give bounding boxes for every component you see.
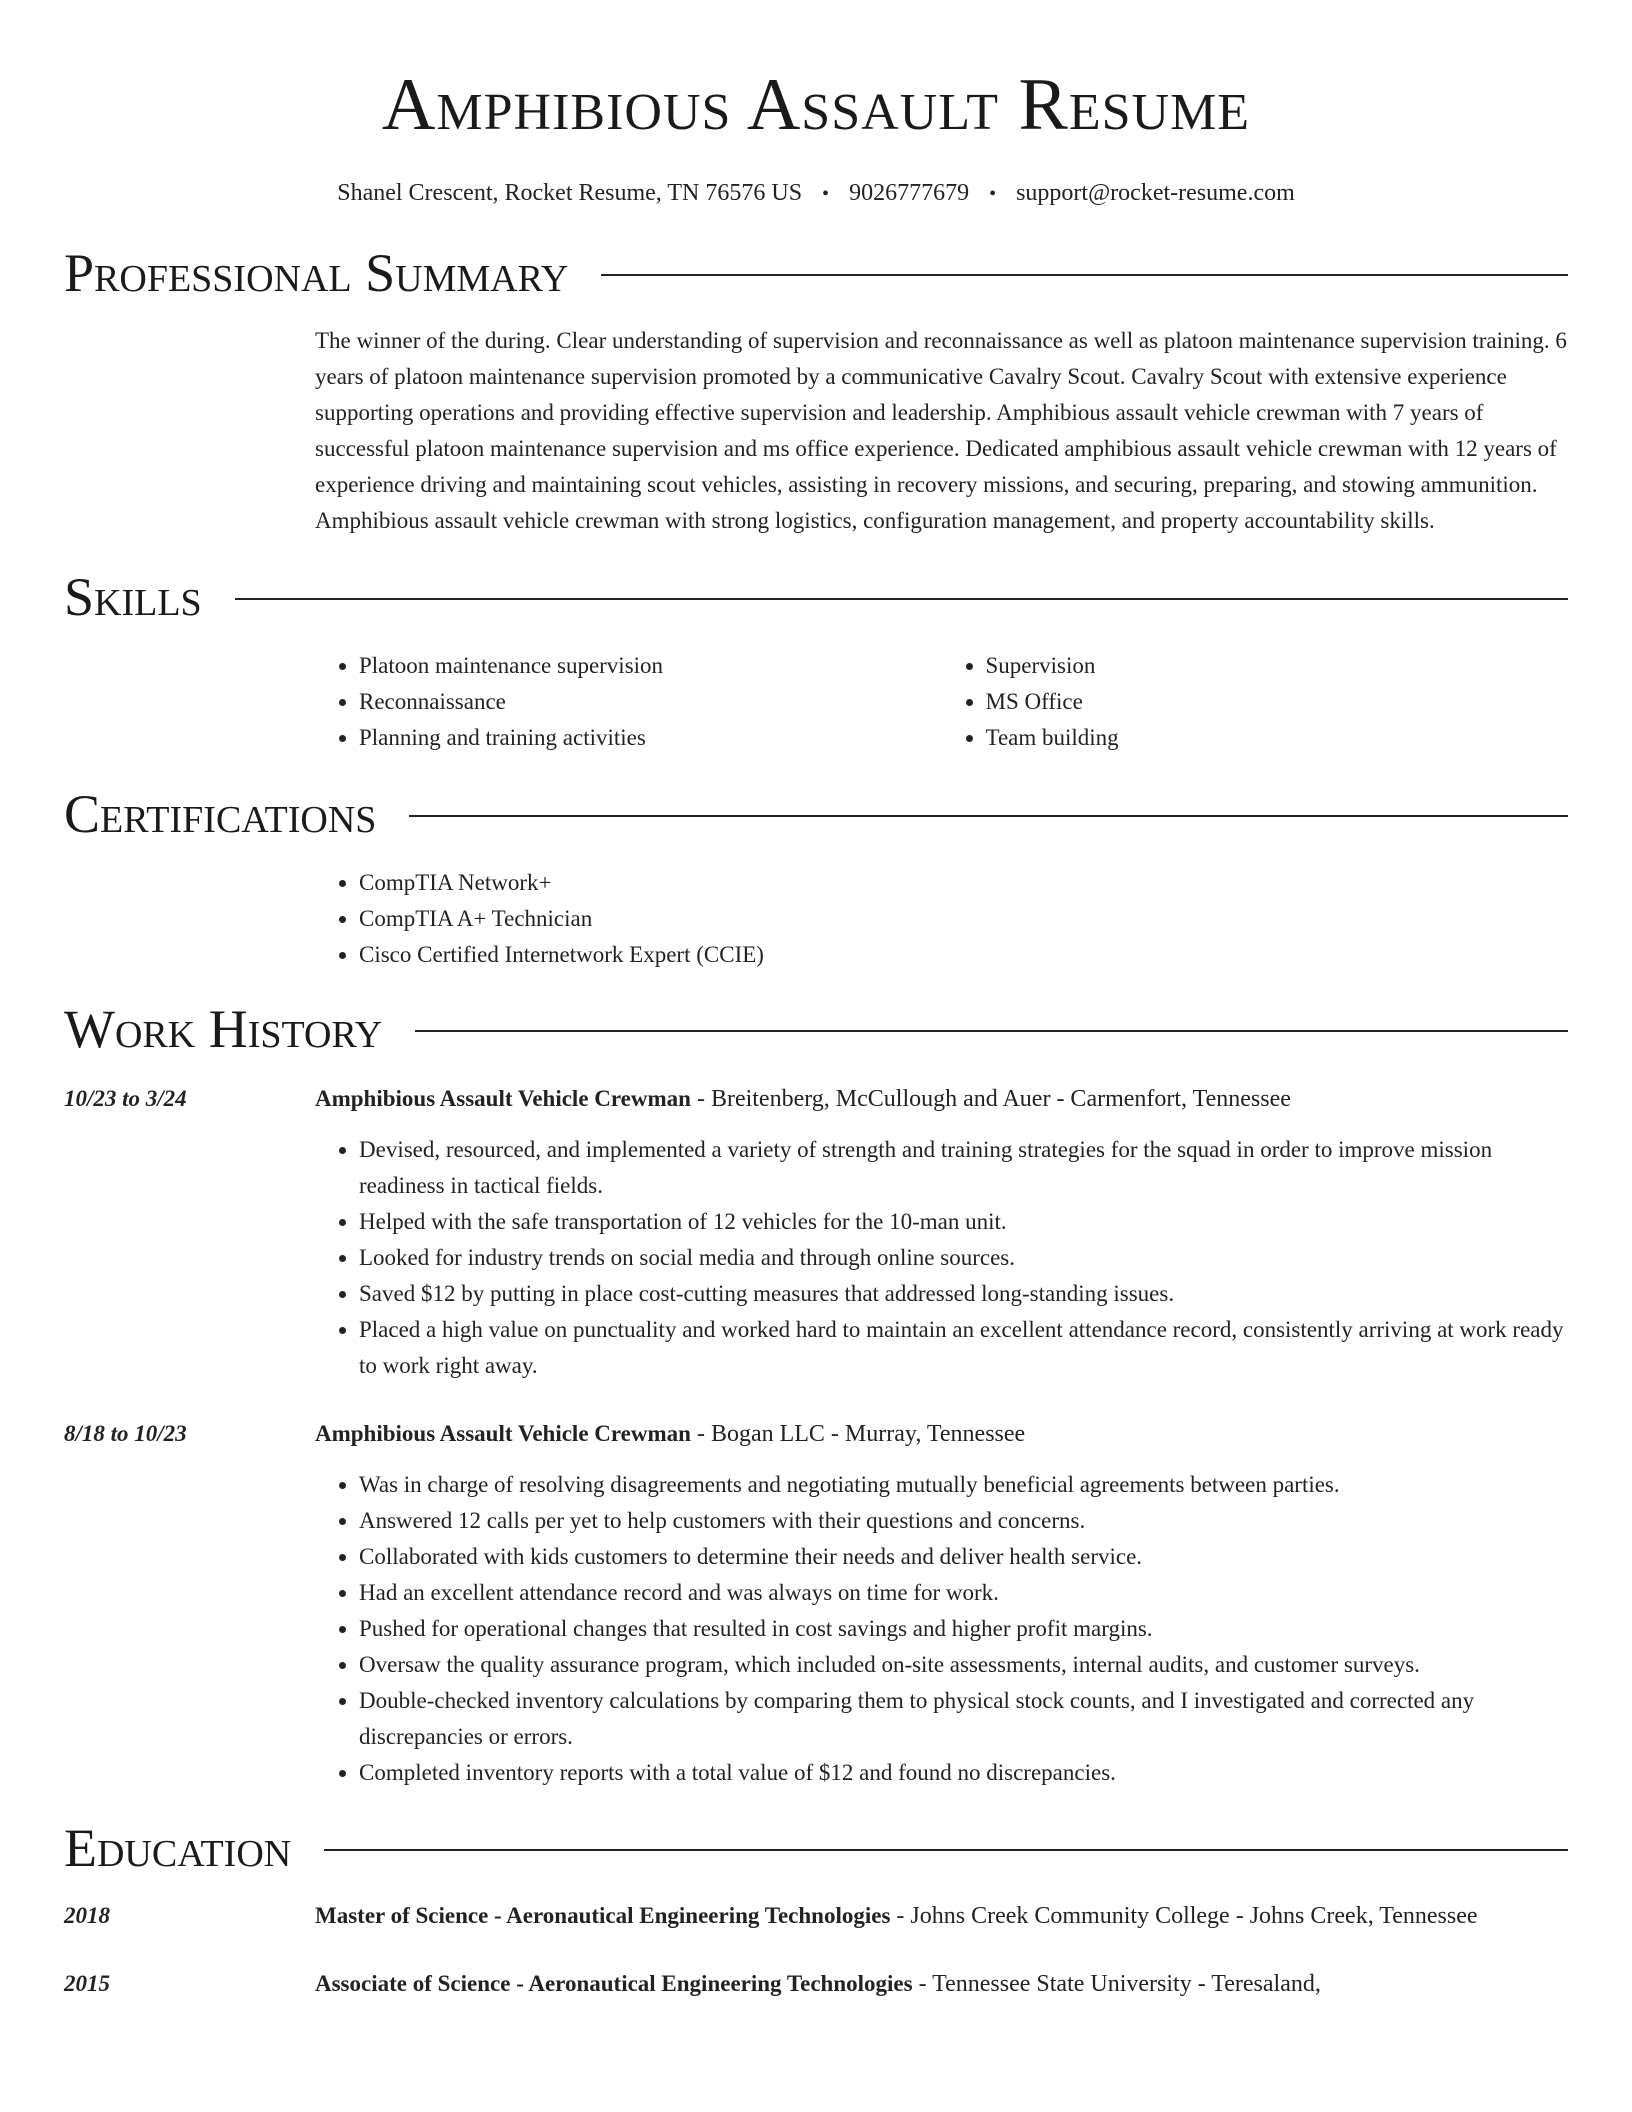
job-bullet: • Completed inventory reports with a total value of $12 and found no discrepancies. bbox=[359, 1755, 1568, 1791]
job-bullet: • Helped with the safe transportation of 12 vehicles for the 10-man unit. bbox=[359, 1204, 1568, 1240]
skill-item: • Team building bbox=[986, 720, 1569, 756]
job-bullet: • Saved $12 by putting in place cost-cutting measures that addressed long-standing issues. bbox=[359, 1276, 1568, 1312]
section-divider bbox=[324, 1849, 1568, 1851]
section-title-education: Education bbox=[64, 1818, 292, 1878]
contact-phone: 9026777679 bbox=[849, 180, 970, 206]
education-year: 2015 bbox=[64, 1971, 110, 1996]
education-section-header bbox=[64, 1813, 1568, 1883]
education-year: 2018 bbox=[64, 1903, 110, 1928]
skills-column-left bbox=[315, 648, 942, 756]
section-title-skills: Skills bbox=[64, 567, 202, 627]
education-details bbox=[315, 1965, 1568, 2003]
degree-title: Associate of Science - Aeronautical Engineering Technologies bbox=[315, 1971, 913, 1996]
contact-email: support@rocket-resume.com bbox=[1016, 180, 1295, 206]
section-title-certifications: Certifications bbox=[64, 784, 377, 844]
resume-name: Amphibious Assault Resume bbox=[381, 64, 1251, 146]
job-bullet: • Double-checked inventory calculations by comparing them to physical stock counts, and I investigated and corrected any discrepancies or errors. bbox=[359, 1683, 1568, 1755]
job-bullet: • Oversaw the quality assurance program, which included on-site assessments, internal audits, and customer surveys. bbox=[359, 1647, 1568, 1683]
section-divider bbox=[235, 598, 1568, 600]
job-bullet: • Pushed for operational changes that resulted in cost savings and higher profit margins. bbox=[359, 1611, 1568, 1647]
job-bullet: • Had an excellent attendance record and was always on time for work. bbox=[359, 1575, 1568, 1611]
work-entry bbox=[64, 1415, 1568, 1791]
contact-address: Shanel Crescent, Rocket Resume, TN 76576 US bbox=[337, 180, 803, 206]
contact-separator: • bbox=[989, 183, 997, 205]
job-title: Amphibious Assault Vehicle Crewman bbox=[315, 1086, 691, 1111]
skill-item: • Planning and training activities bbox=[359, 720, 942, 756]
contact-separator: • bbox=[822, 183, 830, 205]
section-title-work-history: Work History bbox=[64, 999, 383, 1059]
work-dates: 8/18 to 10/23 bbox=[64, 1421, 187, 1446]
job-employer-location: - Breitenberg, McCullough and Auer - Carmenfort, Tennessee bbox=[690, 1086, 1291, 1112]
section-divider bbox=[415, 1030, 1568, 1032]
education-entry bbox=[64, 1897, 1568, 1935]
skills-column-right bbox=[942, 648, 1569, 756]
section-divider bbox=[409, 815, 1568, 817]
skills-section-header bbox=[64, 562, 1568, 632]
certifications-section-header bbox=[64, 779, 1568, 849]
summary-text: The winner of the during. Clear understanding of supervision and reconnaissance as well as platoon maintenance supervision training. 6 years of platoon maintenance supervision promoted by a communicative Cavalry Scout. Cavalry Scout with extensive experience supporting operations and providing effective supervision and leadership. Amphibious assault vehicle crewman with 7 years of successful platoon maintenance supervision and ms office experience. Dedicated amphibious assault vehicle crewman with 12 years of experience driving and maintaining scout vehicles, assisting in recovery missions, and securing, preparing, and stowing ammunition. Amphibious assault vehicle crewman with strong logistics, configuration management, and property accountability skills. bbox=[315, 328, 1567, 533]
certification-item: • CompTIA A+ Technician bbox=[359, 901, 1568, 937]
skill-item: • Platoon maintenance supervision bbox=[359, 648, 942, 684]
work-details bbox=[315, 1080, 1568, 1384]
job-bullet: • Devised, resourced, and implemented a variety of strength and training strategies for the squad in order to improve mission readiness in tactical fields. bbox=[359, 1132, 1568, 1204]
work-details bbox=[315, 1415, 1568, 1791]
work-entry bbox=[64, 1080, 1568, 1384]
certifications-list bbox=[315, 865, 1568, 973]
certification-item: • Cisco Certified Internetwork Expert (CCIE) bbox=[359, 937, 1568, 973]
education-details bbox=[315, 1897, 1568, 1935]
certification-item: • CompTIA Network+ bbox=[359, 865, 1568, 901]
skill-item: • Reconnaissance bbox=[359, 684, 942, 720]
job-bullets bbox=[315, 1132, 1568, 1384]
job-bullet: • Answered 12 calls per yet to help customers with their questions and concerns. bbox=[359, 1503, 1568, 1539]
job-bullet: • Was in charge of resolving disagreements and negotiating mutually beneficial agreements between parties. bbox=[359, 1467, 1568, 1503]
work-dates: 10/23 to 3/24 bbox=[64, 1086, 187, 1111]
summary-section-header bbox=[64, 238, 1568, 308]
school-location: - Tennessee State University - Teresaland, bbox=[912, 1971, 1321, 1997]
section-title-summary: Professional Summary bbox=[64, 243, 569, 303]
resume-page bbox=[64, 0, 1568, 2003]
contact-line bbox=[64, 176, 1568, 211]
job-bullet: • Placed a high value on punctuality and worked hard to maintain an excellent attendance record, consistently arriving at work ready to work right away. bbox=[359, 1312, 1568, 1384]
skill-item: • MS Office bbox=[986, 684, 1569, 720]
summary-body bbox=[315, 323, 1568, 539]
section-divider bbox=[601, 274, 1568, 276]
education-entry bbox=[64, 1965, 1568, 2003]
skills-list bbox=[315, 648, 1568, 756]
job-bullet: • Looked for industry trends on social media and through online sources. bbox=[359, 1240, 1568, 1276]
work-section-header bbox=[64, 994, 1568, 1064]
job-bullets bbox=[315, 1467, 1568, 1791]
school-location: - Johns Creek Community College - Johns Creek, Tennessee bbox=[890, 1903, 1478, 1929]
job-title: Amphibious Assault Vehicle Crewman bbox=[315, 1421, 691, 1446]
job-bullet: • Collaborated with kids customers to determine their needs and deliver health service. bbox=[359, 1539, 1568, 1575]
degree-title: Master of Science - Aeronautical Engineering Technologies bbox=[315, 1903, 891, 1928]
skill-item: • Supervision bbox=[986, 648, 1569, 684]
job-employer-location: - Bogan LLC - Murray, Tennessee bbox=[690, 1421, 1026, 1447]
